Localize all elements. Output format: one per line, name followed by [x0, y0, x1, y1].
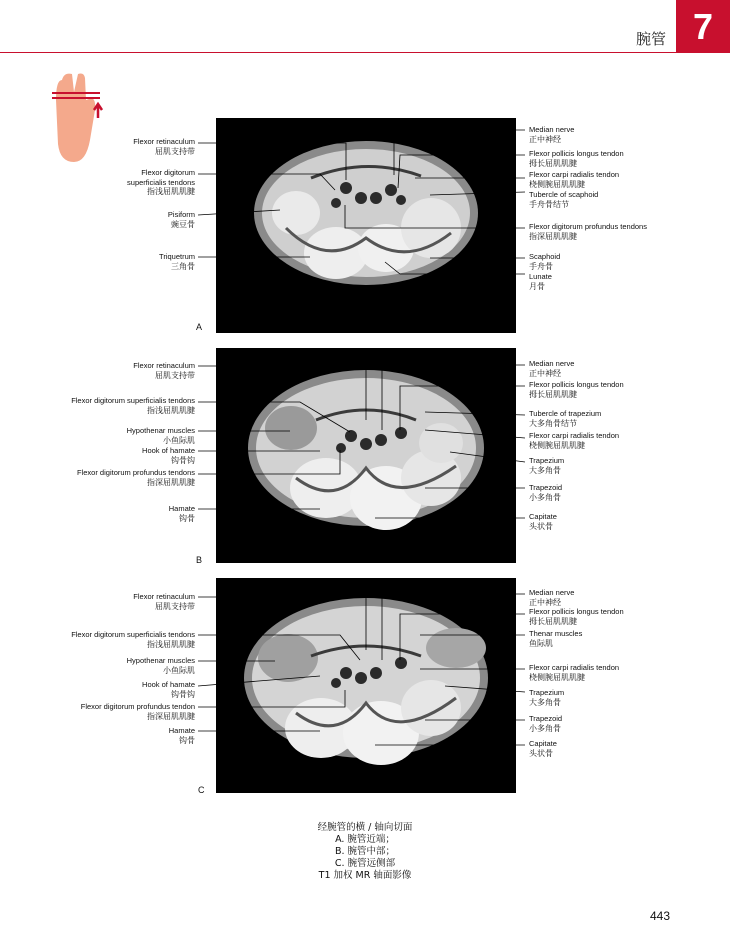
hand-orientation-icon: [50, 70, 110, 170]
label-b-trapezoid: Trapezoid 小多角骨: [529, 483, 563, 502]
page-number: 443: [650, 909, 671, 923]
label-c-fpl-tendon: Flexor pollicis longus tendon 拇长屈肌肌腱: [529, 607, 624, 626]
label-c-median-nerve: Median nerve 正中神经: [529, 588, 575, 607]
label-a-tubercle-scaphoid: Tubercle of scaphoid 手舟骨结节: [529, 190, 599, 209]
label-b-trapezium: Trapezium 大多角骨: [529, 456, 565, 475]
label-b-fcr-tendon: Flexor carpi radialis tendon 桡侧腕屈肌肌腱: [529, 431, 620, 450]
label-b-hook-of-hamate: Hook of hamate 钩骨钩: [142, 446, 195, 465]
label-c-trapezoid: Trapezoid 小多角骨: [529, 714, 563, 733]
label-c-hook-of-hamate: Hook of hamate 钩骨钩: [142, 680, 195, 699]
label-c-hamate: Hamate 钩骨: [168, 726, 195, 745]
label-b-flexor-retinaculum: Flexor retinaculum 屈肌支持带: [133, 361, 195, 380]
label-a-lunate: Lunate 月骨: [529, 272, 552, 291]
label-b-fpl-tendon: Flexor pollicis longus tendon 拇长屈肌肌腱: [529, 380, 624, 399]
label-c-trapezium: Trapezium 大多角骨: [529, 688, 565, 707]
label-b-fds-tendons: Flexor digitorum superficialis tendons 指浅屈肌肌腱: [71, 396, 195, 415]
panel-letter-b: B: [196, 555, 203, 565]
label-b-hamate: Hamate 钩骨: [168, 504, 195, 523]
panel-letter-c: C: [198, 785, 205, 795]
label-a-flexor-retinaculum: Flexor retinaculum 屈肌支持带: [133, 137, 195, 156]
label-a-fdp-tendons: Flexor digitorum profundus tendons 指深屈肌肌腱: [529, 222, 647, 241]
label-a-median-nerve: Median nerve 正中神经: [529, 125, 575, 144]
label-c-fds-tendons: Flexor digitorum superficialis tendons 指浅屈肌肌腱: [71, 630, 195, 649]
label-b-capitate: Capitate 头状骨: [529, 512, 557, 531]
caption-line-d: T1 加权 MR 轴面影像: [318, 870, 412, 881]
label-c-hypothenar-muscles: Hypothenar muscles 小鱼际肌: [126, 656, 195, 675]
label-b-fdp-tendons: Flexor digitorum profundus tendons 指深屈肌肌腱: [77, 468, 195, 487]
mri-panel-b: [216, 348, 516, 563]
label-b-median-nerve: Median nerve 正中神经: [529, 359, 575, 378]
label-a-fpl-tendon: Flexor pollicis longus tendon 拇长屈肌肌腱: [529, 149, 624, 168]
label-c-capitate: Capitate 头状骨: [529, 739, 557, 758]
label-a-fds-tendons: Flexor digitorum superficialis tendons 指浅屈肌肌腱: [127, 168, 195, 196]
figure-caption: [250, 822, 480, 882]
label-a-triquetrum: Triquetrum 三角骨: [159, 252, 195, 271]
label-c-thenar-muscles: Thenar muscles 鱼际肌: [529, 629, 583, 648]
header-rule: [0, 52, 676, 53]
caption-title: 经腕管的横 / 轴向切面: [317, 822, 413, 833]
label-b-tubercle-trapezium: Tubercle of trapezium 大多角骨结节: [529, 409, 602, 428]
chapter-title: 腕管: [636, 30, 667, 48]
mri-panel-a: [216, 118, 516, 333]
chapter-number-badge: 7: [676, 0, 730, 53]
label-c-fcr-tendon: Flexor carpi radialis tendon 桡侧腕屈肌肌腱: [529, 663, 620, 682]
mri-panel-c: [216, 578, 516, 793]
label-a-pisiform: Pisiform 豌豆骨: [167, 210, 195, 229]
panel-letter-a: A: [196, 322, 203, 332]
label-a-fcr-tendon: Flexor carpi radialis tendon 桡侧腕屈肌肌腱: [529, 170, 620, 189]
caption-line-c: C. 腕管远侧部: [334, 858, 396, 869]
label-a-scaphoid: Scaphoid 手舟骨: [529, 252, 561, 271]
label-c-fdp-tendon: Flexor digitorum profundus tendon 指深屈肌肌腱: [80, 702, 195, 721]
label-c-flexor-retinaculum: Flexor retinaculum 屈肌支持带: [133, 592, 195, 611]
caption-line-a: A. 腕管近端；: [335, 834, 395, 845]
label-b-hypothenar-muscles: Hypothenar muscles 小鱼际肌: [126, 426, 195, 445]
caption-line-b: B. 腕管中部；: [334, 846, 396, 857]
